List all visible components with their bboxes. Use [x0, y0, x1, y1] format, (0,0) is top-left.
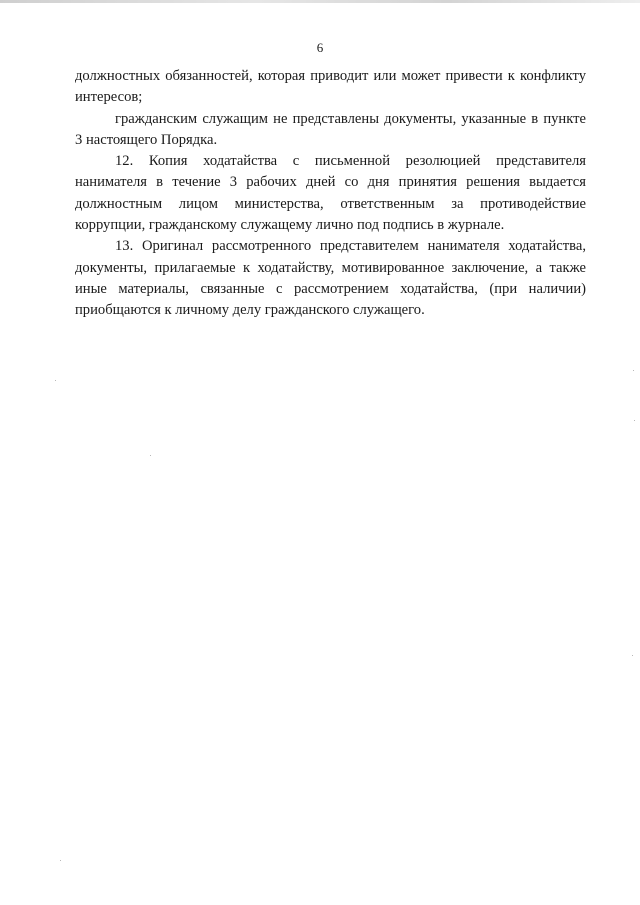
paragraph-documents-not-provided: гражданским служащим не представлены документы, указанные в пункте 3 настоящего Порядка. — [75, 110, 586, 148]
scan-speck — [632, 655, 633, 656]
paragraph-item-13: 13. Оригинал рассмотренного представителем нанимателя ходатайства, документы, прилагаемые к ходатайству, мотивированное заключение, а также иные материалы, связанные с рассмотрением ходатайства, (при наличии) приобщаются к личному делу гражданского служащего. — [75, 238, 586, 319]
scan-top-edge — [0, 0, 640, 3]
scan-speck — [634, 420, 635, 421]
paragraph-item-12: 12. Копия ходатайства с письменной резолюцией представителя нанимателя в течение 3 рабочих дней со дня принятия решения выдается должностным лицом министерства, ответственным за противодействие коррупции, гражданскому служащему лично под подпись в журнале. — [75, 153, 586, 234]
scan-speck — [150, 455, 151, 456]
scan-speck — [633, 370, 634, 371]
scan-speck — [55, 380, 56, 381]
page-number: 6 — [316, 40, 324, 55]
paragraph-continuation: должностных обязанностей, которая приводит или может привести к конфликту интересов; — [75, 68, 586, 106]
document-text-body — [75, 66, 586, 322]
scan-speck — [60, 860, 61, 861]
